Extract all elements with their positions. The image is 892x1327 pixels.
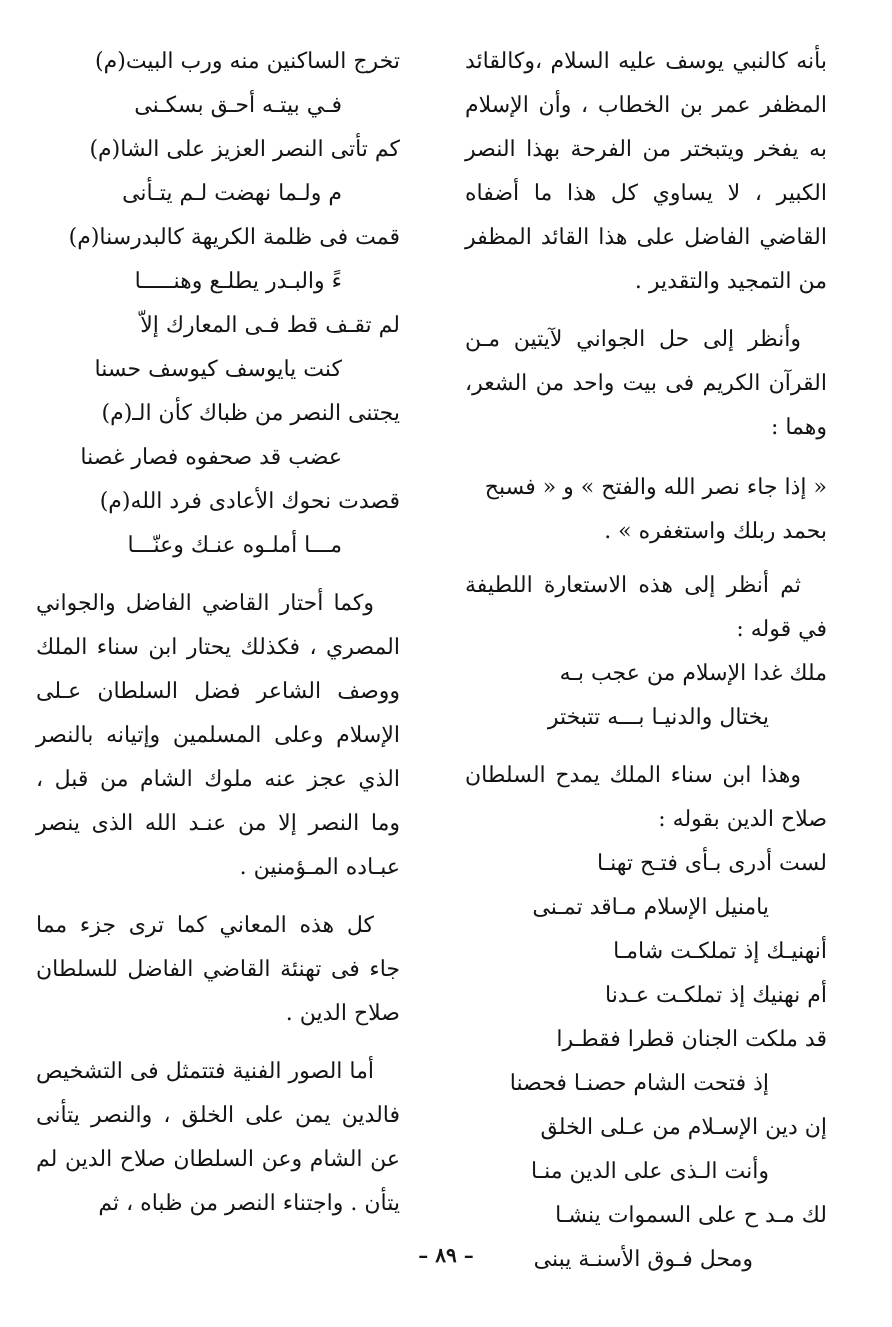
paragraph-summary: كل هذه المعاني كما ترى جزء مما جاء فى تهنئة القاضي الفاضل للسلطان صلاح الدين .	[36, 913, 400, 1026]
verse-line: عضب قد صحفوه فصار غصنا	[80, 445, 342, 470]
verse-line: إذ فتحت الشام حصنـا فحصنا	[509, 1071, 769, 1096]
verse-line: يامنيل الإسلام مـاقد تمـنى	[532, 895, 769, 920]
verse-line: قد ملكت الجنان قطرا فقطـرا	[556, 1027, 827, 1052]
poem-king	[465, 652, 827, 740]
verse-line: أنهنيـك إذ تملكـت شامـا	[613, 939, 827, 964]
paragraph-imagery: أما الصور الفنية فتتمثل فى التشخيص فالدين يمن على الخلق ، والنصر يتأنى عن الشام وعن السلطان صلاح الدين لم يتأن . واجتناء النصر من ظباه ، ثم	[35, 1059, 400, 1216]
verse-line: مـــا أملـوه عنـك وعنّـــا	[127, 533, 342, 558]
quran-quote: « إذا جاء نصر الله والفتح » و « فسبح بحمد ربلك واستغفره » .	[484, 475, 827, 544]
paragraph-ibn-sana: وهذا ابن سناء الملك يمدح السلطان صلاح الدين بقوله :	[465, 763, 827, 832]
right-column	[465, 40, 827, 1282]
verse-line: ومحل فـوق الأسنـة يبنى	[533, 1247, 753, 1272]
poem-saladin	[465, 842, 827, 1282]
verse-line: ءً والبـدر يطلـع وهنـــــا	[134, 269, 342, 294]
verse-line: لست أدرى بـأى فتـح تهنـا	[596, 851, 827, 876]
verse-line: يختال والدنيـا بـــه تتبختر	[547, 705, 769, 730]
verse-line: إن دين الإسـلام من عـلى الخلق	[540, 1115, 827, 1140]
verse-line: يجتنى النصر من ظباك كأن الـ(م)	[101, 401, 400, 426]
left-column	[36, 40, 400, 1226]
paragraph-praise: بأنه كالنبي يوسف عليه السلام ،وكالقائد المظفر عمر بن الخطاب ، وأن الإسلام به يفخر ويتبختر من الفرحة بهذا النصر الكبير ، لا يساوي كل هذا ما أضفاه القاضي الفاضل على هذا القائد المظفر من التمجيد والتقدير .	[465, 49, 827, 294]
paragraph-two-verses: وأنظر إلى حل الجواني لآيتين مـن القرآن الكريم فى بيت واحد من الشعر، وهما :	[465, 327, 827, 440]
verse-line: لك مـد ح على السموات ينشـا	[555, 1203, 827, 1228]
verse-line: قمت فى ظلمة الكريهة كالبدرسنا(م)	[68, 225, 400, 250]
verse-line: تخرج الساكنين منه ورب البيت(م)	[95, 49, 400, 74]
verse-line: لم تقـف قط فـى المعارك إلاّ	[140, 313, 400, 338]
verse-line: قصدت نحوك الأعادى فرد الله(م)	[99, 489, 400, 514]
page-number: – ٨٩ –	[418, 1243, 474, 1267]
paragraph-ibn-sana-praise: وكما أحتار القاضي الفاضل والجواني المصري ، فكذلك يحتار ابن سناء الملك ووصف الشاعر فضل السلطان عـلى الإسلام وعلى المسلمين وإتيانه بالنصر الذي عجز عنه ملوك الشام من قبل ، وما النصر إلا من عنـد الله الذى ينصر عبـاده المـؤمنين .	[36, 591, 400, 880]
verse-line: م ولـما نهضت لـم يتـأنى	[122, 181, 342, 206]
poem-continuation	[36, 40, 400, 568]
paragraph-metaphor: ثم أنظر إلى هذه الاستعارة اللطيفة في قوله :	[465, 573, 827, 642]
verse-line: ملك غدا الإسلام من عجب بـه	[559, 661, 827, 686]
verse-line: فـي بيتـه أحـق بسكـنى	[134, 93, 342, 118]
verse-line: كنت يايوسف كيوسف حسنا	[94, 357, 342, 382]
verse-line: أم نهنيك إذ تملكـت عـدنا	[605, 983, 827, 1008]
verse-line: وأنت الـذى على الدين منـا	[530, 1159, 769, 1184]
verse-line: كم تأتى النصر العزيز على الشا(م)	[89, 137, 400, 162]
